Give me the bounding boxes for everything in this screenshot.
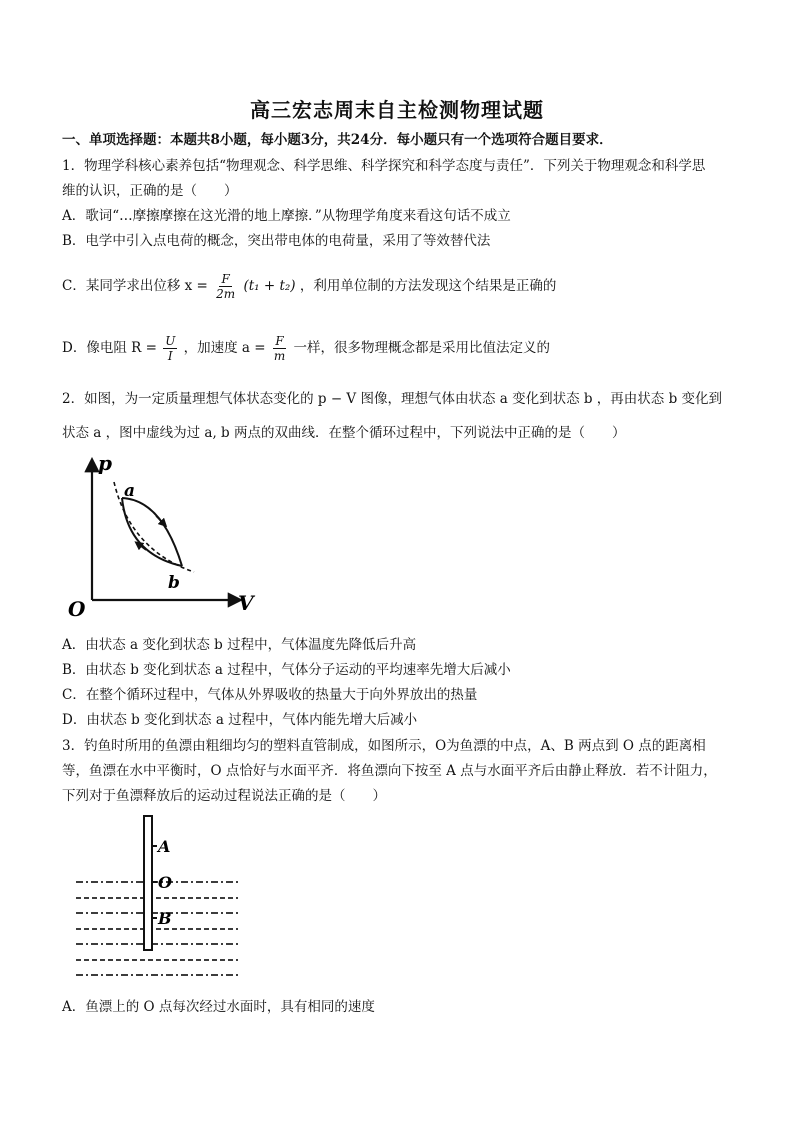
q1-d-frac2-den: m [273, 349, 286, 363]
label-o: O [158, 873, 172, 892]
process-a-to-b [122, 498, 182, 566]
q3-stem-line3: 下列对于鱼漂释放后的运动过程说法正确的是（ ） [62, 788, 386, 804]
q1-c-paren: (t₁ + t₂) [243, 278, 296, 294]
process-b-to-a [122, 498, 182, 566]
q3-stem-line2: 等，鱼漂在水中平衡时，O 点恰好与水面平齐．将鱼漂向下按至 A 点与水面平齐后由静止释放．若不计阻力， [62, 763, 717, 779]
q2-stem-line1: 2．如图，为一定质量理想气体状态变化的 p − V 图像，理想气体由状态 a 变化到状态 b ，再由状态 b 变化到 [62, 391, 723, 407]
q1-c-suffix: ，利用单位制的方法发现这个结果是正确的 [299, 278, 557, 294]
q1-stem-line1: 1．物理学科核心素养包括“物理观念、科学思维、科学探究和科学态度与责任”．下列关于物理观念和科学思 [62, 158, 706, 174]
q1-option-c [62, 268, 556, 304]
q1-c-prefix: C．某同学求出位移 x = [62, 278, 208, 294]
point-b-label: b [168, 573, 180, 593]
q2-option-b: B．由状态 b 变化到状态 a 过程中，气体分子运动的平均速率先增大后减小 [62, 662, 511, 678]
q1-d-middle: ，加速度 a = [183, 340, 266, 356]
float-tube [144, 816, 152, 950]
q1-d-frac2-num: F [275, 334, 284, 348]
label-a: A [158, 837, 171, 856]
q1-option-d [62, 330, 550, 366]
q1-stem-line2: 维的认识，正确的是（ ） [62, 183, 238, 199]
q3-stem-line1: 3．钓鱼时所用的鱼漂由粗细均匀的塑料直管制成，如图所示，O为鱼漂的中点，A、B 两点到 O 点的距离相 [62, 738, 706, 754]
origin-label: O [68, 597, 86, 620]
q1-d-frac1-den: I [167, 349, 173, 363]
q1-c-frac-den: 2m [216, 287, 236, 301]
label-b: B [158, 909, 172, 928]
section-heading: 一、单项选择题：本题共8小题，每小题3分，共24分．每小题只有一个选项符合题目要求． [62, 132, 613, 148]
q3-option-a: A．鱼漂上的 O 点每次经过水面时，具有相同的速度 [62, 999, 375, 1015]
q1-d-fraction-1 [163, 334, 177, 363]
q1-c-fraction [214, 272, 237, 301]
page-title: 高三宏志周末自主检测物理试题 [250, 98, 544, 122]
q1-c-frac-num: F [221, 272, 230, 286]
point-a-label: a [124, 481, 136, 501]
pv-diagram [62, 450, 262, 620]
q1-d-frac1-num: U [165, 334, 176, 348]
q2-option-c: C．在整个循环过程中，气体从外界吸收的热量大于向外界放出的热量 [62, 687, 478, 703]
water-lines [76, 882, 238, 975]
q1-option-b: B．电学中引入点电荷的概念，突出带电体的电荷量，采用了等效替代法 [62, 233, 491, 249]
q2-option-a: A．由状态 a 变化到状态 b 过程中，气体温度先降低后升高 [62, 637, 417, 653]
q1-option-a: A．歌词“…摩擦摩擦在这光滑的地上摩擦．”从物理学角度来看这句话不成立 [62, 208, 511, 224]
q2-option-d: D．由状态 b 变化到状态 a 过程中，气体内能先增大后减小 [62, 712, 418, 728]
fishing-float-diagram [70, 812, 250, 982]
v-axis-label: V [238, 591, 254, 615]
q1-d-fraction-2 [272, 334, 287, 363]
p-axis-label: p [98, 451, 112, 475]
q1-d-suffix: 一样，很多物理概念都是采用比值法定义的 [293, 340, 551, 356]
q1-d-prefix: D．像电阻 R = [62, 340, 157, 356]
arrow-a-to-b [156, 516, 164, 524]
q2-stem-line2: 状态 a ，图中虚线为过 a, b 两点的双曲线．在整个循环过程中，下列说法中正确的是（ ） [62, 425, 626, 441]
